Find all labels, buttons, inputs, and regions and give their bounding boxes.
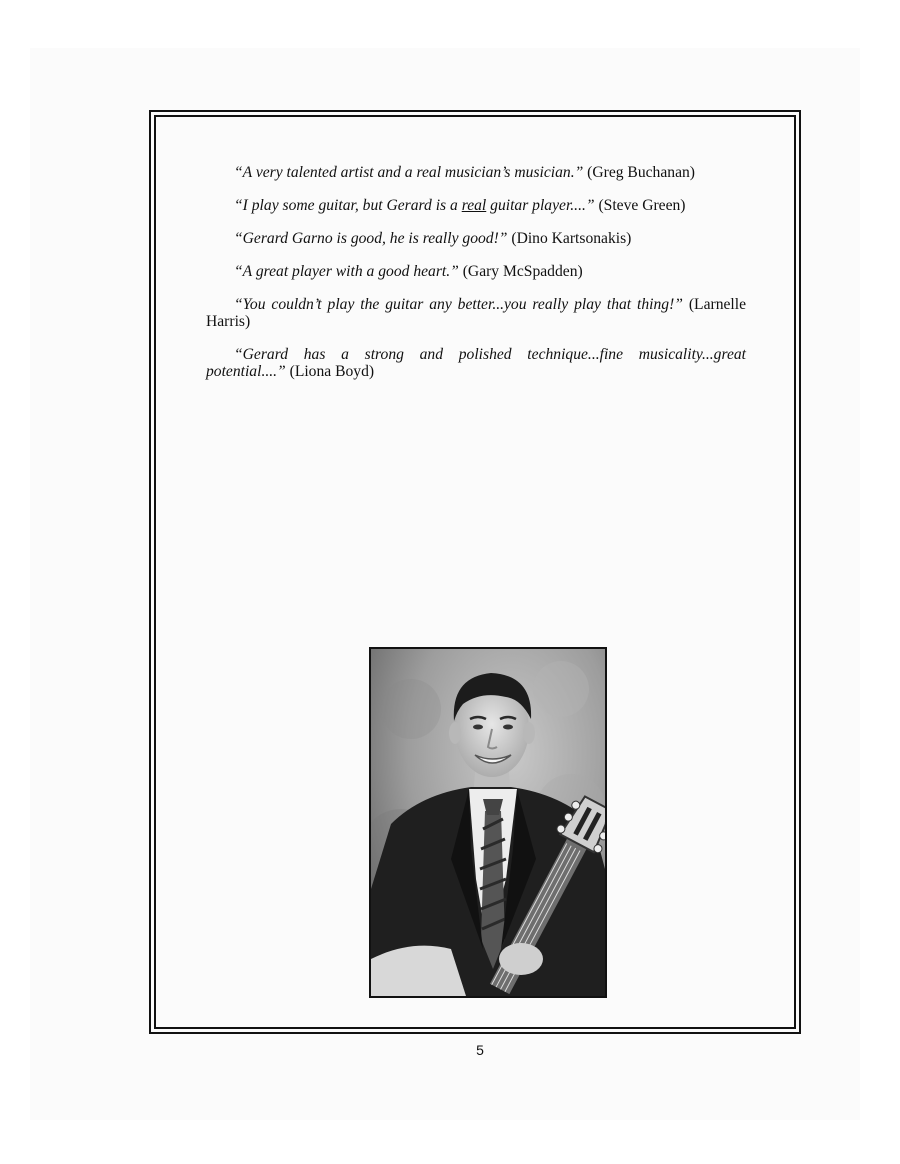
quote-attribution: (Liona Boyd) (289, 363, 375, 380)
testimonial-quote (206, 346, 746, 380)
testimonial-quote (206, 164, 746, 181)
testimonial-quote (206, 197, 746, 214)
quote-text: “A great player with a good heart.” (234, 263, 459, 280)
quote-attribution: (Dino Kartsonakis) (511, 230, 632, 247)
quote-text: “I play some guitar, but Gerard is a real guitar player....” (234, 197, 595, 214)
quote-text: “A very talented artist and a real musician’s musician.” (234, 164, 584, 181)
portrait-photo (369, 647, 607, 998)
testimonial-quote (206, 296, 746, 330)
page-number: 5 (476, 1042, 484, 1058)
underlined-word: real (461, 197, 487, 214)
quote-attribution: (Greg Buchanan) (587, 164, 695, 181)
quote-attribution: (Steve Green) (598, 197, 686, 214)
testimonial-quote (206, 263, 746, 280)
testimonial-quote (206, 230, 746, 247)
quote-text: “Gerard Garno is good, he is really good!” (234, 230, 508, 247)
quote-attribution: (Larnelle Harris) (206, 296, 746, 330)
quote-text: “Gerard has a strong and polished technique...fine musicality...great potential....” (206, 346, 746, 380)
quote-text: “You couldn’t play the guitar any better...you really play that thing!” (234, 296, 683, 313)
testimonial-list (206, 164, 746, 396)
quote-attribution: (Gary McSpadden) (462, 263, 583, 280)
